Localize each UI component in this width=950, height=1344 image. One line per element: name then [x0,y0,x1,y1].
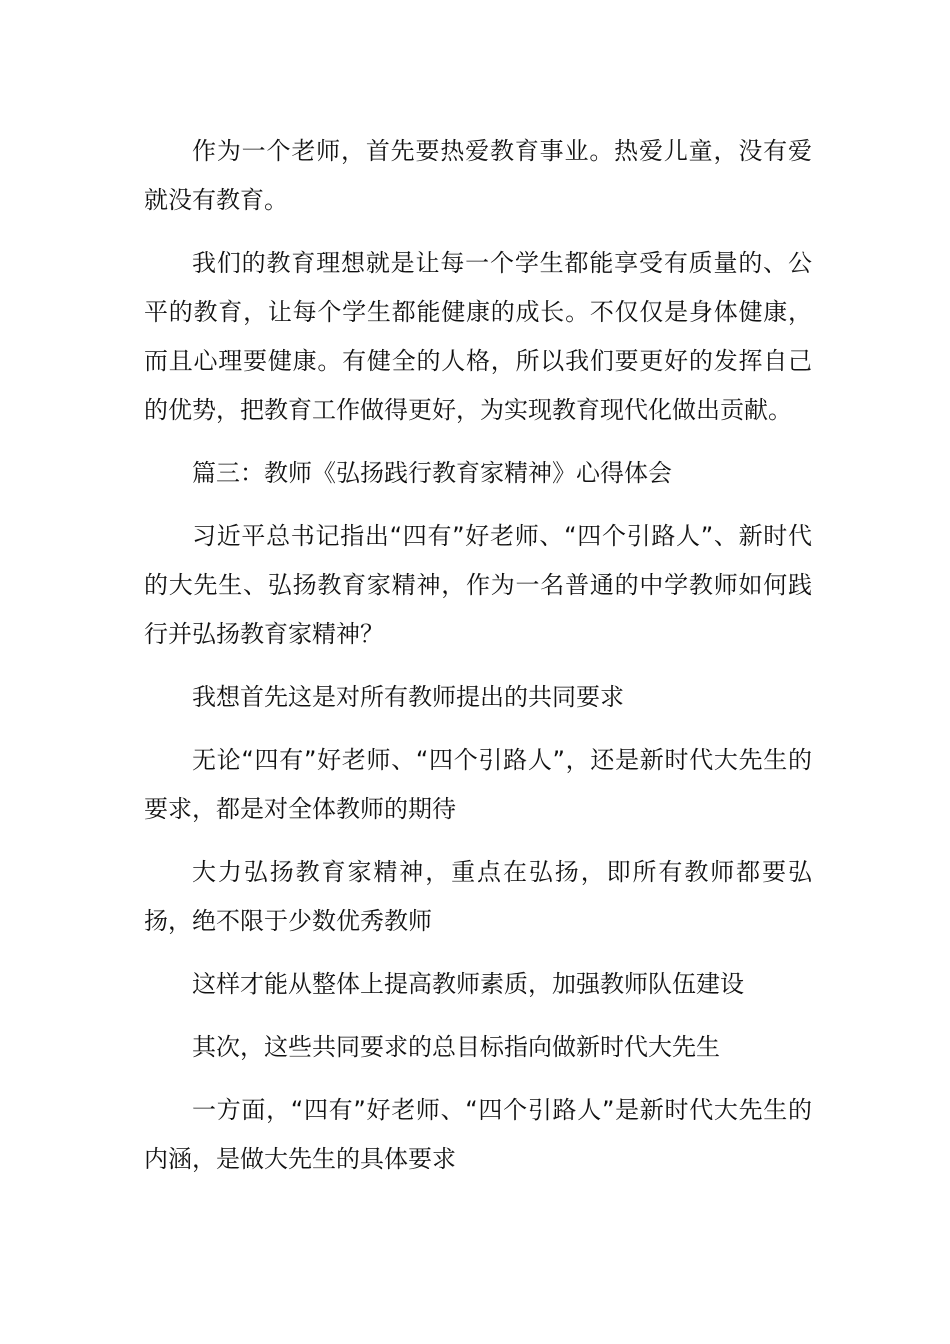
paragraph-xi-remarks: 习近平总书记指出“四有”好老师、“四个引路人”、新时代的大先生、弘扬教育家精神，作为一名普通的中学教师如何践行并弘扬教育家精神？ [144,522,812,648]
section-heading: 篇三：教师《弘扬践行教育家精神》心得体会 [192,459,672,487]
paragraph-expectation: 无论“四有”好老师、“四个引路人”，还是新时代大先生的要求，都是对全体教师的期待 [144,746,812,823]
paragraph-general-goal: 其次，这些共同要求的总目标指向做新时代大先生 [192,1033,720,1061]
document-body [144,127,812,1198]
paragraph-education-ideal: 我们的教育理想就是让每一个学生都能享受有质量的、公平的教育，让每个学生都能健康的成长。不仅仅是身体健康，而且心理要健康。有健全的人格，所以我们要更好的发挥自己的优势，把教育工作做得更好，为实现教育现代化做出贡献。 [144,249,812,424]
paragraph-common-requirement: 我想首先这是对所有教师提出的共同要求 [192,683,624,711]
paragraph-promote-spirit: 大力弘扬教育家精神，重点在弘扬，即所有教师都要弘扬，绝不限于少数优秀教师 [144,858,812,935]
paragraph-connotation: 一方面，“四有”好老师、“四个引路人”是新时代大先生的内涵，是做大先生的具体要求 [144,1096,812,1173]
paragraph-improve-quality: 这样才能从整体上提高教师素质，加强教师队伍建设 [192,970,744,998]
paragraph-love-education: 作为一个老师，首先要热爱教育事业。热爱儿童，没有爱就没有教育。 [144,137,812,214]
